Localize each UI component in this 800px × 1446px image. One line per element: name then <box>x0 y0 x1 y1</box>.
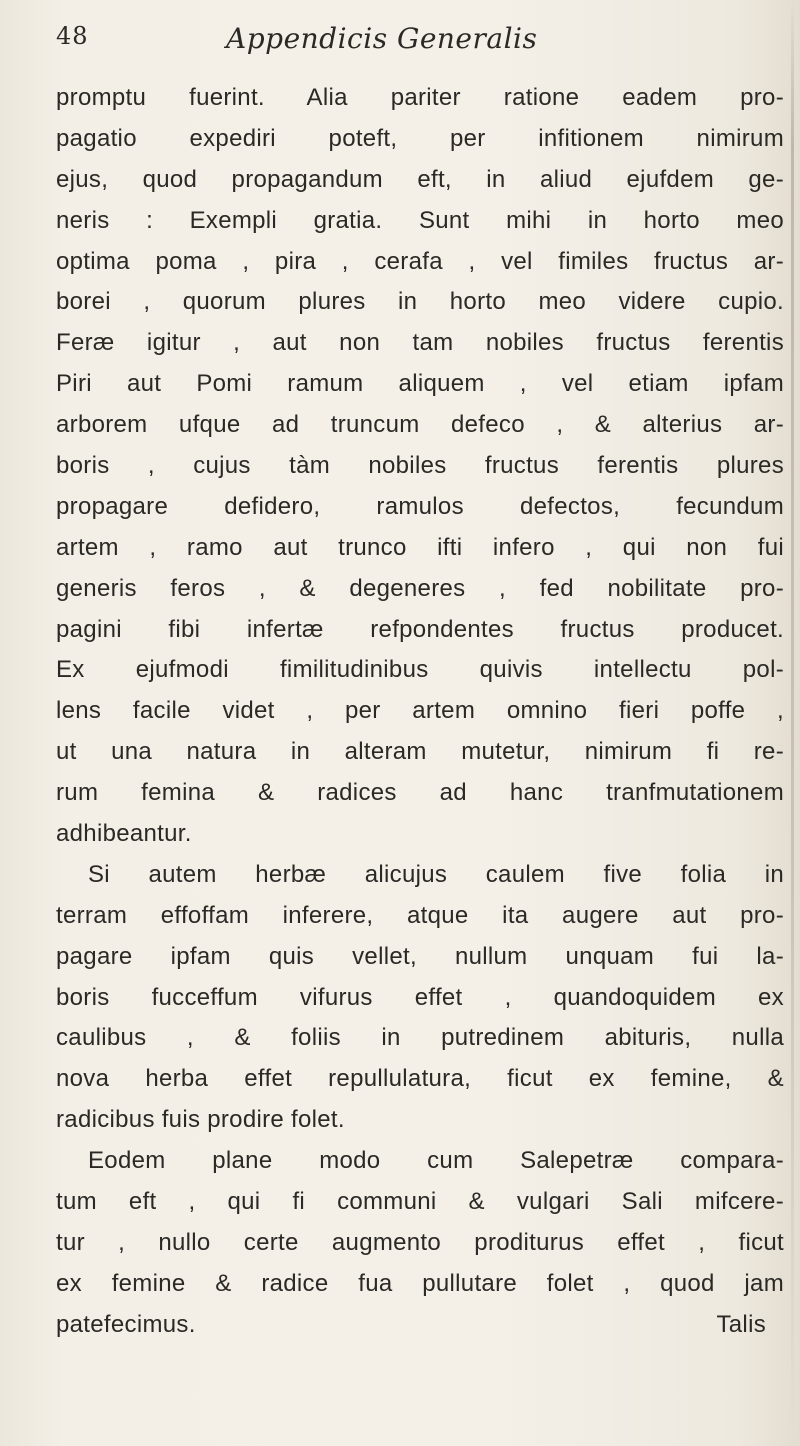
text-line: radicibus fuis prodire folet. <box>56 1106 345 1134</box>
text-line: boris , cujus tàm nobiles fructus ferentis plures <box>56 452 784 480</box>
text-line: ex femine & radice fua pullutare folet , quod jam <box>56 1269 784 1297</box>
text-line: propagare defidero, ramulos defectos, fecundum <box>56 492 784 520</box>
page-number: 48 <box>56 22 89 50</box>
text-line: pagare ipfam quis vellet, nullum unquam fui la- <box>56 942 784 970</box>
text-line: pagini fibi infertæ refpondentes fructus producet. <box>56 615 784 643</box>
final-line <box>56 1305 784 1346</box>
text-line: nova herba effet repullulatura, ficut ex femine, & <box>56 1065 784 1093</box>
text-line: ut una natura in alteram mutetur, nimirum fi re- <box>56 738 784 766</box>
text-line: artem , ramo aut trunco ifti infero , qui non fui <box>56 533 784 561</box>
text-line: pagatio expediri poteft, per infitionem nimirum <box>56 124 784 152</box>
page-header <box>56 22 776 62</box>
text-line: patefecimus. <box>56 1310 196 1338</box>
text-line: Feræ igitur , aut non tam nobiles fructus ferentis <box>56 329 784 357</box>
page-gutter-shadow <box>791 0 794 1446</box>
text-line: caulibus , & foliis in putredinem abituris, nulla <box>56 1024 784 1052</box>
text-line: Piri aut Pomi ramum aliquem , vel etiam ipfam <box>56 370 784 398</box>
text-line: adhibeantur. <box>56 820 192 848</box>
text-line: tum eft , qui fi communi & vulgari Sali mifcere- <box>56 1188 784 1216</box>
text-line: generis feros , & degeneres , fed nobilitate pro- <box>56 574 784 602</box>
text-line: boris fucceffum vifurus effet , quandoquidem ex <box>56 983 784 1011</box>
text-line: lens facile videt , per artem omnino fieri poffe , <box>56 697 784 725</box>
text-line: ejus, quod propagandum eft, in aliud ejufdem ge- <box>56 165 784 193</box>
text-line: promptu fuerint. Alia pariter ratione eadem pro- <box>56 84 784 111</box>
text-line: Ex ejufmodi fimilitudinibus quivis intellectu pol- <box>56 656 784 684</box>
text-line: terram effoffam inferere, atque ita augere aut pro- <box>56 901 784 929</box>
text-line: tur , nullo certe augmento proditurus effet , ficut <box>56 1228 784 1256</box>
running-head: Appendicis Generalis <box>226 22 538 55</box>
text-line: rum femina & radices ad hanc tranfmutationem <box>56 779 784 807</box>
text-line: optima poma , pira , cerafa , vel fimiles fructus ar- <box>56 247 784 275</box>
body-text <box>56 78 784 1346</box>
catchword: Talis <box>716 1310 766 1338</box>
text-line: neris : Exempli gratia. Sunt mihi in horto meo <box>56 206 784 234</box>
text-line: borei , quorum plures in horto meo videre cupio. <box>56 288 784 316</box>
text-line: Eodem plane modo cum Salepetræ compara- <box>88 1147 784 1175</box>
text-line: Si autem herbæ alicujus caulem five folia in <box>88 860 784 888</box>
text-line: arborem ufque ad truncum defeco , & alterius ar- <box>56 411 784 439</box>
